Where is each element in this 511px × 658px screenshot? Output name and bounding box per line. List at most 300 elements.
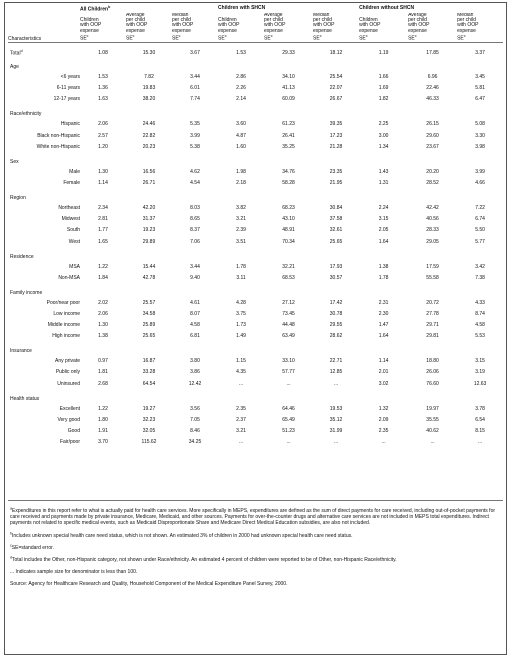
subcol-header-line: Median bbox=[172, 12, 189, 18]
row-value: 4.58 bbox=[475, 322, 485, 329]
footnote-a: $^a$Expenditures in this report refer to what is actually paid for health care services. More specifically in MEPS, expenditures are defined as the sum of direct payments for care received, including out-of-pocket payments for care received and payments made by private insurance, Medicare, Medicaid, and other sources. Payments for over-the-counter drugs and alternative care services are not included in MEPS total expenditures. Indirect payments not related to specific medical events, such as Medicaid Disproportionate Share and Medicare Direct Medical Education subsidies, are also not included. bbox=[10, 506, 496, 527]
row-value: 1.38 bbox=[378, 263, 389, 270]
row-value: 19.83 bbox=[142, 85, 156, 92]
total-value: 1.53 bbox=[236, 49, 246, 56]
row-value: 0.97 bbox=[98, 358, 108, 365]
row-value: 76.60 bbox=[426, 380, 439, 387]
row-value: 58.28 bbox=[282, 179, 295, 186]
table-row bbox=[8, 306, 503, 317]
row-value: 3.78 bbox=[475, 405, 485, 412]
row-value: 2.31 bbox=[378, 299, 389, 306]
row-value: 5.08 bbox=[475, 121, 485, 128]
subcol-header-line: with OOP bbox=[172, 22, 194, 29]
row-value: 48.91 bbox=[282, 227, 295, 234]
section-title: Race/ethnicity bbox=[10, 111, 42, 118]
subcol-header bbox=[218, 13, 264, 43]
row-value: 4.61 bbox=[190, 299, 200, 306]
row-value: 3.60 bbox=[236, 121, 246, 128]
row-value: 30.57 bbox=[329, 274, 343, 281]
row-value: 3.45 bbox=[475, 74, 485, 80]
subcol-header-line: Average bbox=[126, 12, 145, 18]
footnote-b: $^b$Includes unknown special health care need status, which is not shown. An estimated 3% of children in 2000 had unknown special health care need status. bbox=[10, 530, 353, 539]
row-value: 2.39 bbox=[236, 227, 246, 234]
row-value: 8.74 bbox=[475, 310, 485, 317]
subcol-header-line: per child bbox=[172, 17, 191, 24]
section-title: Sex bbox=[10, 158, 19, 165]
row-value: 12.63 bbox=[473, 380, 487, 387]
row-value: 28.62 bbox=[329, 333, 343, 340]
row-label: Low income bbox=[53, 310, 80, 317]
subcol-se-label: $SE^c$ bbox=[264, 34, 273, 42]
row-value: 2.26 bbox=[236, 85, 246, 92]
subcol-header-line: expense bbox=[359, 27, 378, 34]
row-value: 73.45 bbox=[282, 310, 295, 317]
group-header-no-shcn: Children without SHCN bbox=[359, 5, 415, 12]
row-value: 17.42 bbox=[329, 299, 343, 306]
notes-divider bbox=[8, 500, 503, 501]
row-value: 4.28 bbox=[236, 299, 246, 306]
row-value: 25.89 bbox=[142, 322, 156, 329]
row-value: 29.71 bbox=[426, 322, 439, 329]
row-value: 3.15 bbox=[378, 216, 389, 223]
row-value: 41.13 bbox=[282, 85, 295, 92]
row-value: 1.66 bbox=[378, 74, 389, 80]
row-value: 6.54 bbox=[475, 416, 485, 423]
row-value: 38.20 bbox=[142, 96, 156, 103]
row-value: 3.30 bbox=[475, 132, 485, 139]
row-value: 3.82 bbox=[236, 204, 246, 211]
row-value: 4.62 bbox=[190, 168, 200, 175]
row-value: 32.61 bbox=[329, 227, 343, 234]
row-value: 5.50 bbox=[475, 227, 485, 234]
row-value: 2.05 bbox=[378, 227, 389, 234]
row-value: 2.68 bbox=[98, 380, 108, 387]
row-label: High income bbox=[52, 333, 80, 340]
table-row bbox=[8, 233, 503, 244]
row-value: 3.99 bbox=[475, 168, 485, 175]
section-header-row bbox=[8, 245, 503, 260]
row-value: 27.12 bbox=[282, 299, 295, 306]
row-value: 3.99 bbox=[190, 132, 200, 139]
row-value: 4.35 bbox=[236, 369, 246, 376]
row-value: 29.55 bbox=[329, 322, 343, 329]
table-row bbox=[8, 175, 503, 186]
row-value: 42.20 bbox=[142, 204, 156, 211]
subcol-se-label: $SE^c$ bbox=[126, 34, 135, 42]
row-value: 1.98 bbox=[236, 168, 246, 175]
subcol-header-line: expense bbox=[264, 27, 283, 34]
row-value: 17.23 bbox=[329, 132, 343, 139]
row-value: 12.85 bbox=[329, 369, 343, 376]
row-label: White non-Hispanic bbox=[36, 143, 80, 150]
subcol-header bbox=[457, 13, 503, 43]
row-value: 33.10 bbox=[282, 358, 295, 365]
table-row bbox=[8, 296, 503, 306]
section-header-row bbox=[8, 57, 503, 70]
row-value: 3.15 bbox=[475, 358, 485, 365]
row-value: 1.14 bbox=[98, 179, 108, 186]
row-value: 57.77 bbox=[282, 369, 295, 376]
row-value: 3.56 bbox=[190, 405, 200, 412]
row-value: 34.25 bbox=[188, 439, 202, 446]
table-row bbox=[8, 423, 503, 434]
row-value: 2.18 bbox=[236, 179, 246, 186]
row-value: 1.30 bbox=[98, 168, 108, 175]
row-value: 5.38 bbox=[190, 143, 200, 150]
subcol-header-line: with OOP bbox=[80, 22, 102, 29]
row-value: 25.65 bbox=[329, 238, 343, 245]
subcol-header-line: per child bbox=[264, 17, 283, 24]
row-value: 2.01 bbox=[378, 369, 389, 376]
subcol-se-label: $SE^c$ bbox=[80, 34, 89, 42]
table-row bbox=[8, 201, 503, 211]
section-title: Age bbox=[10, 64, 19, 70]
footnote-c: $^c$SE=standard error. bbox=[10, 543, 54, 551]
row-value: ... bbox=[381, 439, 386, 446]
row-value: 2.09 bbox=[378, 416, 389, 423]
row-value: 1.20 bbox=[98, 143, 108, 150]
table-row bbox=[8, 80, 503, 91]
row-label: Good bbox=[67, 428, 80, 434]
row-value: 25.57 bbox=[142, 299, 156, 306]
row-value: 29.81 bbox=[426, 333, 439, 340]
source-note: Source: Agency for Healthcare Research and Quality, Household Component of the Medical Expenditure Panel Survey, 2000. bbox=[10, 581, 288, 588]
row-value: 20.23 bbox=[142, 143, 156, 150]
row-value: 44.48 bbox=[282, 322, 295, 329]
row-value: 7.82 bbox=[144, 74, 154, 80]
row-value: 34.58 bbox=[142, 310, 156, 317]
row-value: 28.52 bbox=[426, 179, 439, 186]
subcol-header bbox=[172, 13, 218, 43]
row-value: 7.38 bbox=[475, 274, 485, 281]
row-value: 4.66 bbox=[475, 179, 485, 186]
section-header-row bbox=[8, 150, 503, 165]
row-value: 8.37 bbox=[190, 227, 200, 234]
row-value: 5.35 bbox=[190, 121, 200, 128]
row-value: 33.28 bbox=[142, 369, 156, 376]
footnote-d: $^d$Total includes the Other, non-Hispanic category, not shown under Race/ethnicity. An estimated 4 percent of children were reported to be of Other, non-Hispanic Race/ethnicity. bbox=[10, 555, 397, 564]
subcol-header-line: expense bbox=[313, 27, 332, 34]
subcol-header-line: Median bbox=[457, 12, 474, 18]
row-value: 18.80 bbox=[426, 358, 439, 365]
row-value: 2.02 bbox=[98, 299, 108, 306]
row-value: 31.37 bbox=[142, 216, 156, 223]
row-value: 26.41 bbox=[282, 132, 295, 139]
row-value: 19.23 bbox=[142, 227, 156, 234]
row-label: 12-17 years bbox=[53, 96, 80, 103]
total-value: 17.85 bbox=[426, 49, 439, 56]
row-value: 1.91 bbox=[98, 428, 108, 434]
row-value: 35.12 bbox=[329, 416, 343, 423]
row-value: 30.78 bbox=[329, 310, 343, 317]
row-value: 19.27 bbox=[142, 405, 156, 412]
row-value: 3.42 bbox=[475, 263, 485, 270]
row-value: 3.44 bbox=[190, 74, 200, 80]
row-value: 1.31 bbox=[378, 179, 389, 186]
row-value: 21.95 bbox=[329, 179, 343, 186]
row-value: 55.58 bbox=[426, 274, 439, 281]
section-header-row bbox=[8, 102, 503, 117]
row-value: 26.06 bbox=[426, 369, 439, 376]
row-value: 3.98 bbox=[475, 143, 485, 150]
row-label: Midwest bbox=[61, 216, 80, 223]
characteristics-header: Characteristics bbox=[8, 13, 80, 43]
row-value: 1.80 bbox=[98, 416, 108, 423]
row-value: 2.30 bbox=[378, 310, 389, 317]
subcol-se-label: $SE^c$ bbox=[218, 34, 227, 42]
table-row bbox=[8, 165, 503, 175]
row-value: 19.97 bbox=[426, 405, 439, 412]
row-value: 5.81 bbox=[475, 85, 485, 92]
row-value: 1.22 bbox=[98, 405, 108, 412]
column-header-row bbox=[8, 13, 503, 43]
row-value: 60.09 bbox=[282, 96, 295, 103]
row-value: 19.53 bbox=[329, 405, 343, 412]
section-title: Family income bbox=[10, 289, 43, 296]
row-value: 29.60 bbox=[426, 132, 439, 139]
row-value: 15.44 bbox=[142, 263, 156, 270]
row-value: 2.86 bbox=[236, 74, 246, 80]
row-value: 17.59 bbox=[426, 263, 439, 270]
row-value: 3.21 bbox=[236, 216, 246, 223]
total-label: Total$^d$ bbox=[10, 49, 23, 57]
table-row bbox=[8, 354, 503, 364]
row-value: ... bbox=[477, 439, 483, 446]
row-value: 1.15 bbox=[236, 358, 246, 365]
row-value: 27.78 bbox=[426, 310, 439, 317]
subcol-header-line: Children bbox=[359, 17, 378, 24]
row-value: 64.46 bbox=[282, 405, 295, 412]
row-value: 22.46 bbox=[426, 85, 439, 92]
section-header-row bbox=[8, 387, 503, 402]
row-value: 1.63 bbox=[98, 96, 108, 103]
row-value: 25.54 bbox=[329, 74, 343, 80]
row-value: 37.58 bbox=[329, 216, 343, 223]
section-title: Insurance bbox=[10, 348, 32, 355]
subcol-header-line: with OOP bbox=[218, 22, 240, 29]
row-value: 9.40 bbox=[190, 274, 200, 281]
row-value: 1.36 bbox=[98, 85, 108, 92]
subcol-header-line: with OOP bbox=[126, 22, 148, 29]
row-label: Public only bbox=[55, 369, 80, 376]
row-value: 35.25 bbox=[282, 143, 295, 150]
row-value: 24.46 bbox=[142, 121, 156, 128]
row-label: Middle income bbox=[47, 322, 80, 329]
row-value: ... bbox=[333, 439, 339, 446]
row-value: 2.25 bbox=[378, 121, 389, 128]
subcol-header-line: Children bbox=[80, 17, 99, 24]
row-label: South bbox=[66, 227, 80, 234]
row-label: Uninsured bbox=[57, 380, 80, 387]
subcol-header-line: with OOP bbox=[264, 22, 286, 29]
row-value: 3.51 bbox=[236, 238, 246, 245]
row-value: 34.76 bbox=[282, 168, 295, 175]
row-value: 64.54 bbox=[142, 380, 156, 387]
expenditure-table bbox=[8, 4, 503, 445]
row-label: Excellent bbox=[59, 405, 80, 412]
row-value: 23.35 bbox=[329, 168, 343, 175]
row-value: 7.74 bbox=[190, 96, 200, 103]
row-value: 1.53 bbox=[98, 74, 108, 80]
table-row bbox=[8, 139, 503, 150]
subcol-header-line: with OOP bbox=[313, 22, 335, 29]
row-label: 6-11 years bbox=[56, 85, 80, 92]
row-value: 7.05 bbox=[190, 416, 200, 423]
subcol-header bbox=[359, 13, 408, 43]
total-value: 3.67 bbox=[190, 49, 200, 56]
subcol-header bbox=[408, 13, 457, 43]
row-value: 16.56 bbox=[142, 168, 156, 175]
table-row bbox=[8, 211, 503, 222]
subcol-header-line: Median bbox=[313, 12, 330, 18]
subcol-header-line: Average bbox=[264, 12, 283, 18]
subcol-header-line: Average bbox=[408, 12, 427, 18]
row-value: 68.53 bbox=[282, 274, 295, 281]
row-value: 4.87 bbox=[236, 132, 246, 139]
row-value: 1.77 bbox=[98, 227, 108, 234]
row-value: 32.05 bbox=[142, 428, 156, 434]
subcol-header-line: with OOP bbox=[457, 22, 479, 29]
table-row bbox=[8, 70, 503, 80]
subcol-header bbox=[313, 13, 359, 43]
row-value: 2.35 bbox=[378, 428, 389, 434]
footnotes bbox=[10, 508, 500, 594]
row-label: Fair/poor bbox=[59, 439, 80, 446]
row-value: 3.02 bbox=[378, 380, 389, 387]
row-value: 1.38 bbox=[98, 333, 108, 340]
row-value: 1.69 bbox=[378, 85, 389, 92]
row-value: 8.46 bbox=[190, 428, 200, 434]
row-value: 26.67 bbox=[329, 96, 343, 103]
row-value: 20.72 bbox=[426, 299, 439, 306]
row-value: 2.81 bbox=[98, 216, 108, 223]
subcol-header bbox=[80, 13, 126, 43]
row-label: Hispanic bbox=[60, 121, 80, 128]
row-value: 40.62 bbox=[426, 428, 439, 434]
row-value: 21.28 bbox=[329, 143, 343, 150]
subcol-header-line: per child bbox=[126, 17, 145, 24]
row-value: 1.32 bbox=[378, 405, 389, 412]
row-label: Any private bbox=[54, 358, 80, 365]
row-value: 8.65 bbox=[190, 216, 200, 223]
row-value: 1.84 bbox=[98, 274, 108, 281]
subcol-se-label: $SE^c$ bbox=[359, 34, 368, 42]
row-value: 22.82 bbox=[142, 132, 156, 139]
row-value: 4.54 bbox=[190, 179, 200, 186]
row-value: 1.65 bbox=[98, 238, 108, 245]
row-value: 2.06 bbox=[98, 310, 108, 317]
row-value: 6.01 bbox=[190, 85, 200, 92]
subcol-header-line: with OOP bbox=[359, 22, 381, 29]
row-value: 16.87 bbox=[142, 358, 156, 365]
section-title: Residence bbox=[10, 253, 34, 260]
row-value: ... bbox=[238, 380, 244, 387]
row-value: 32.21 bbox=[282, 263, 295, 270]
row-value: 35.55 bbox=[426, 416, 439, 423]
row-value: 65.49 bbox=[282, 416, 295, 423]
row-value: 3.11 bbox=[236, 274, 246, 281]
row-value: 70.34 bbox=[282, 238, 295, 245]
row-value: 1.64 bbox=[378, 238, 389, 245]
subcol-header-line: expense bbox=[408, 27, 427, 34]
row-value: 1.22 bbox=[98, 263, 108, 270]
row-value: 2.37 bbox=[236, 416, 246, 423]
row-value: 1.49 bbox=[236, 333, 246, 340]
row-value: 2.14 bbox=[236, 96, 246, 103]
row-value: 8.15 bbox=[475, 428, 485, 434]
row-value: 28.33 bbox=[426, 227, 439, 234]
section-title: Health status bbox=[10, 395, 40, 402]
row-value: 12.42 bbox=[188, 380, 202, 387]
row-value: 4.33 bbox=[475, 299, 485, 306]
row-value: 1.82 bbox=[378, 96, 389, 103]
row-value: 39.35 bbox=[329, 121, 343, 128]
row-value: ... bbox=[333, 380, 339, 387]
row-value: 3.80 bbox=[190, 358, 200, 365]
table-row bbox=[8, 434, 503, 445]
row-value: 8.03 bbox=[190, 204, 200, 211]
group-header-all: All Children$^b$ bbox=[80, 5, 111, 13]
row-value: 2.35 bbox=[236, 405, 246, 412]
row-label: Male bbox=[69, 168, 80, 175]
row-value: 3.00 bbox=[378, 132, 389, 139]
row-value: 1.30 bbox=[98, 322, 108, 329]
row-value: 6.47 bbox=[475, 96, 485, 103]
total-row bbox=[8, 43, 503, 57]
subcol-se-label: $SE^c$ bbox=[313, 34, 322, 42]
row-value: ... bbox=[430, 439, 435, 446]
subcol-se-label: $SE^c$ bbox=[457, 34, 466, 42]
row-value: 1.43 bbox=[378, 168, 389, 175]
row-value: 2.06 bbox=[98, 121, 108, 128]
group-header-row bbox=[8, 4, 503, 13]
subcol-header-line: with OOP bbox=[408, 22, 430, 29]
row-value: 115.62 bbox=[141, 439, 157, 446]
subcol-header-line: per child bbox=[313, 17, 332, 24]
subcol-header bbox=[264, 13, 313, 43]
subcol-header bbox=[126, 13, 172, 43]
row-value: 1.47 bbox=[378, 322, 389, 329]
row-value: 1.78 bbox=[236, 263, 246, 270]
total-value: 18.12 bbox=[329, 49, 343, 56]
row-value: 20.20 bbox=[426, 168, 439, 175]
subcol-header-line: expense bbox=[457, 27, 476, 34]
table-row bbox=[8, 317, 503, 328]
row-value: 1.81 bbox=[98, 369, 108, 376]
total-value: 1.19 bbox=[378, 49, 389, 56]
table-row bbox=[8, 270, 503, 281]
row-value: 2.57 bbox=[98, 132, 108, 139]
footnote-dots: ... Indicates sample size for denominator is less than 100. bbox=[10, 569, 138, 576]
row-value: 26.71 bbox=[142, 179, 156, 186]
table-row bbox=[8, 412, 503, 423]
table-row bbox=[8, 328, 503, 339]
row-value: 8.07 bbox=[190, 310, 200, 317]
row-value: 2.34 bbox=[98, 204, 108, 211]
row-value: 2.24 bbox=[378, 204, 389, 211]
row-value: 23.67 bbox=[426, 143, 439, 150]
row-value: 42.42 bbox=[426, 204, 439, 211]
total-value: 3.37 bbox=[475, 49, 485, 56]
row-value: 22.07 bbox=[329, 85, 343, 92]
subcol-header-line: expense bbox=[218, 27, 237, 34]
row-value: 29.05 bbox=[426, 238, 439, 245]
row-label: West bbox=[68, 238, 80, 245]
row-value: 5.77 bbox=[475, 238, 485, 245]
row-value: 1.73 bbox=[236, 322, 246, 329]
row-value: 6.96 bbox=[427, 74, 438, 80]
table-row bbox=[8, 402, 503, 412]
